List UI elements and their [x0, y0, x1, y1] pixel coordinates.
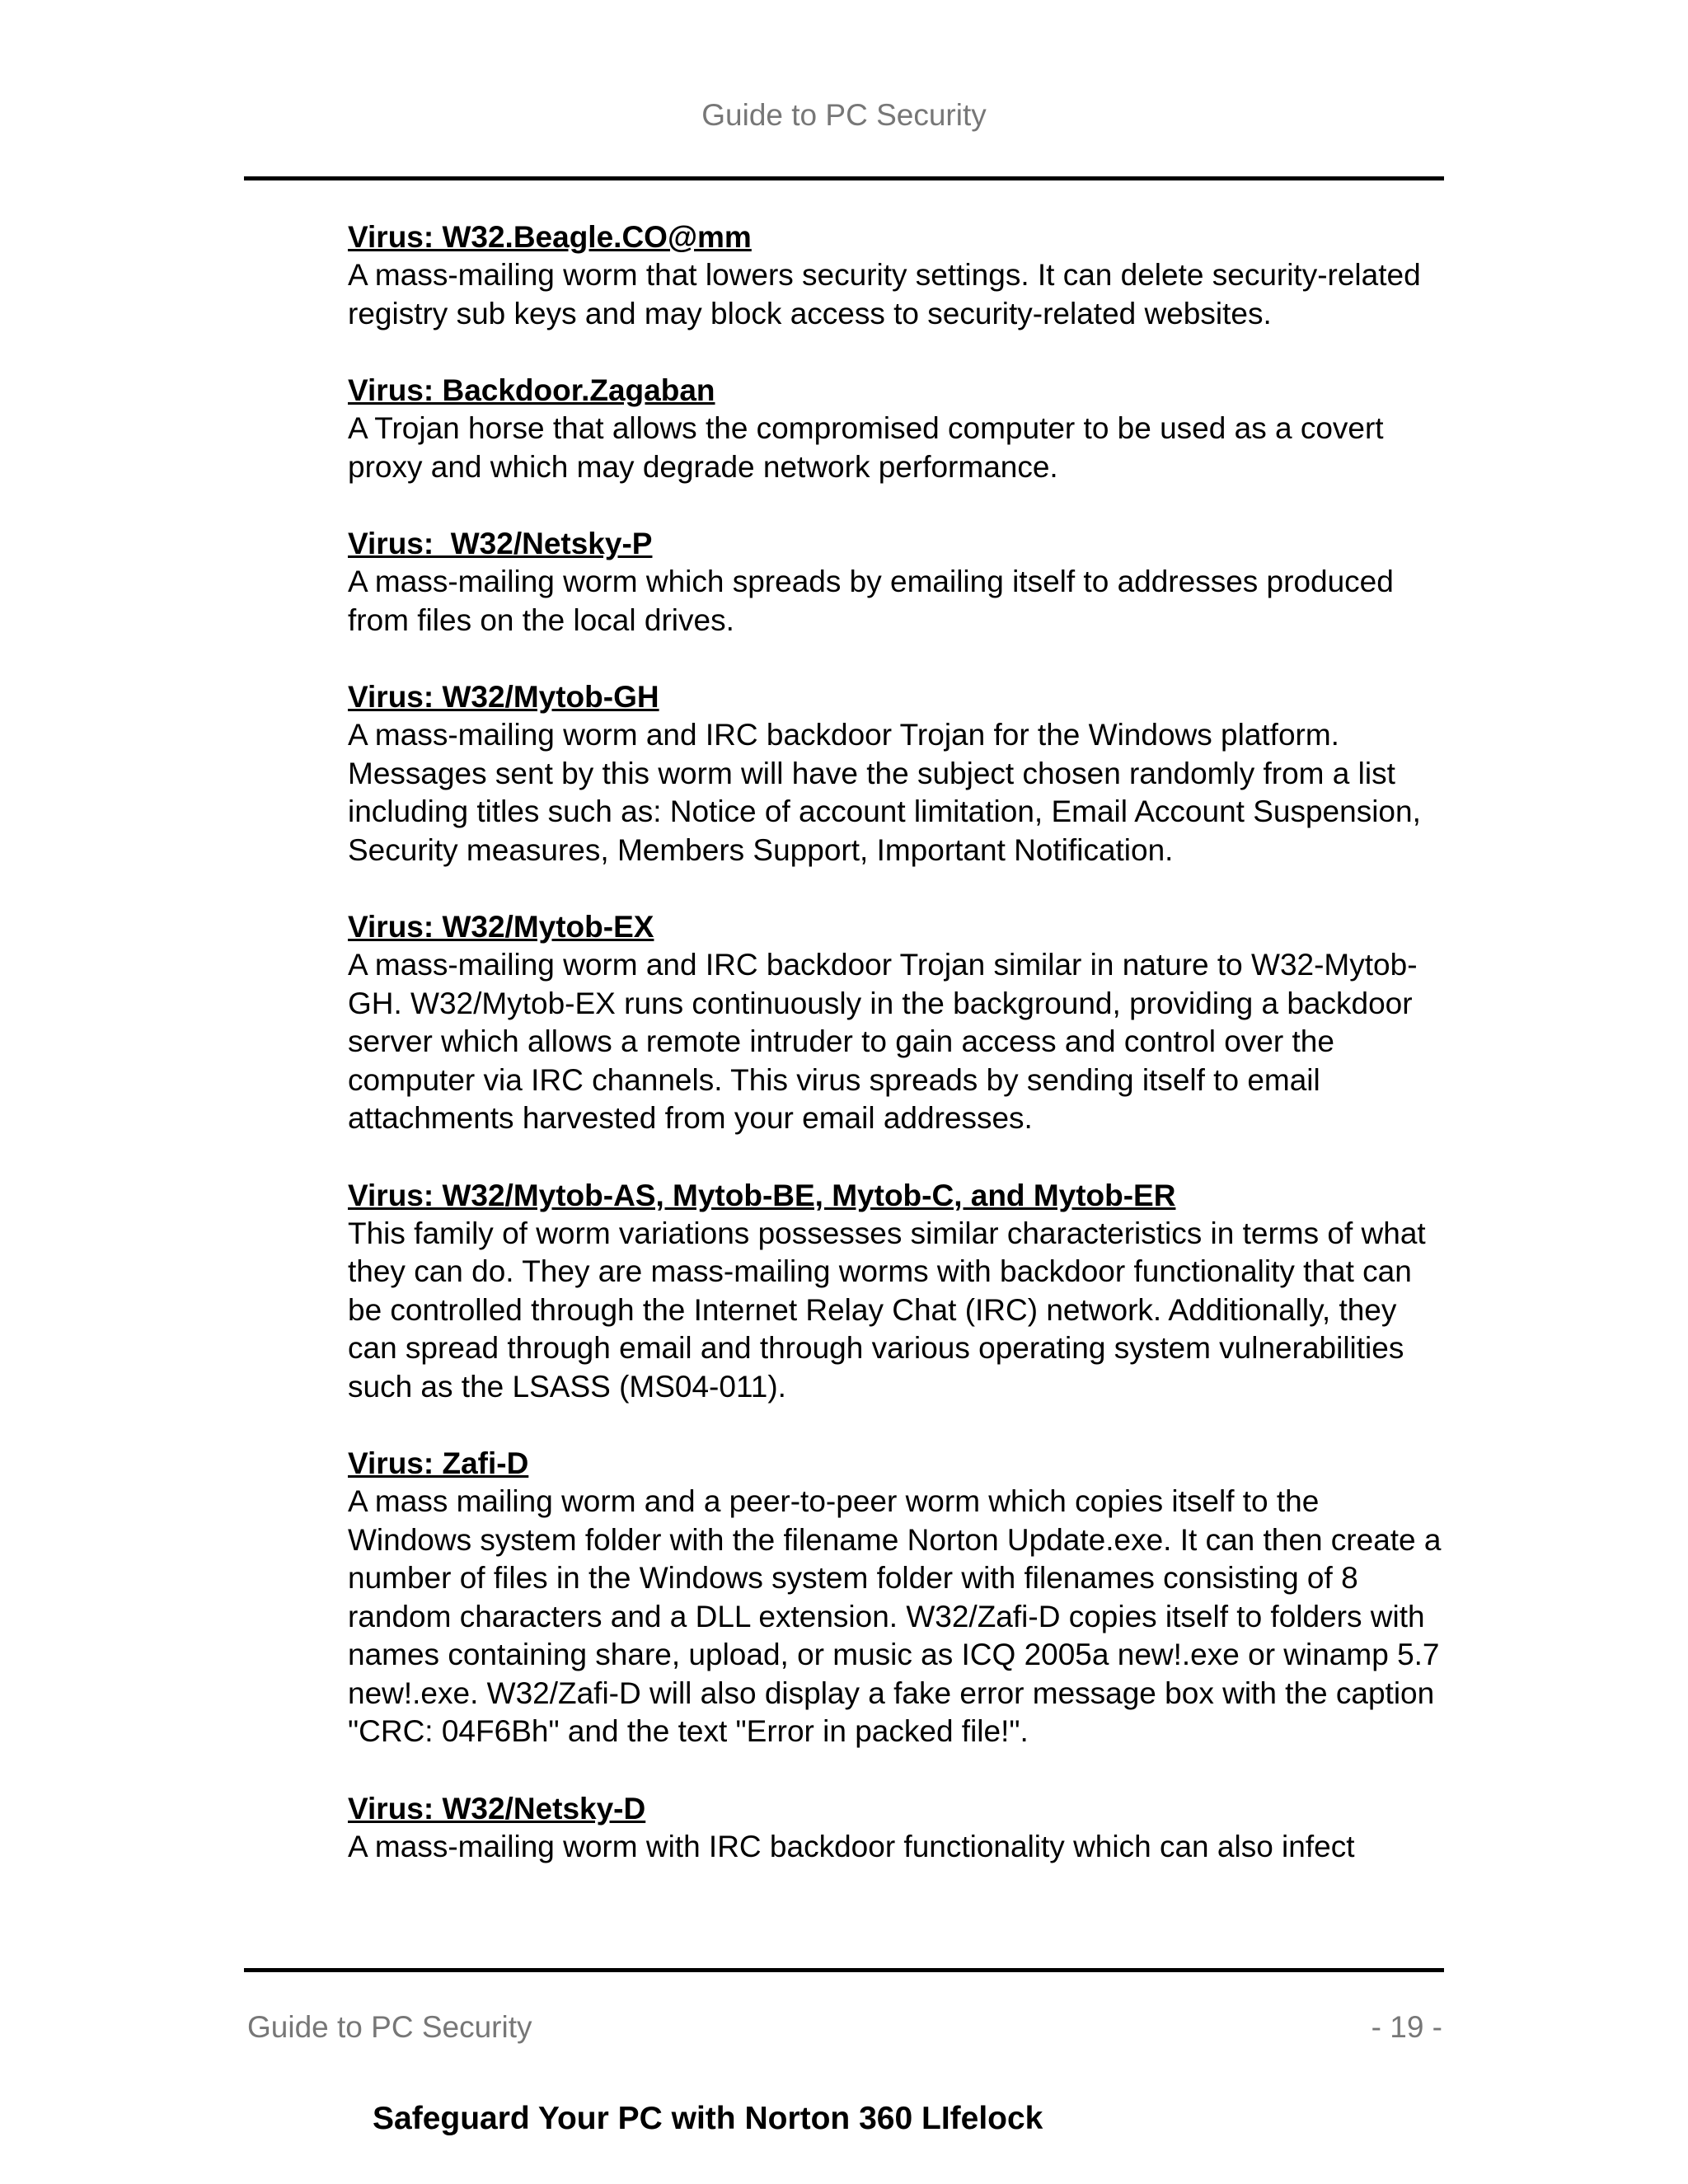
- page-number: - 19 -: [1371, 2010, 1442, 2044]
- virus-entry: [348, 1444, 1452, 1751]
- virus-entry-title: Virus: W32/Netsky-P: [348, 527, 653, 560]
- virus-entry: [348, 524, 1452, 640]
- virus-entry-title: Virus: W32/Mytob-GH: [348, 680, 659, 714]
- virus-entry-description: A mass-mailing worm which spreads by emailing itself to addresses produced from files on the local drives.: [348, 565, 1394, 637]
- virus-entry-title: Virus: W32/Mytob-AS, Mytob-BE, Mytob-C, and Mytob-ER: [348, 1178, 1176, 1212]
- virus-entry-description: A mass-mailing worm that lowers security settings. It can delete security-related registry sub keys and may block access to security-related websites.: [348, 258, 1421, 330]
- virus-entry: [348, 677, 1452, 869]
- running-footer-title: Guide to PC Security: [247, 2010, 532, 2044]
- document-body: [348, 218, 1452, 1904]
- header-rule: [244, 176, 1444, 180]
- running-header-title: Guide to PC Security: [701, 98, 987, 132]
- promo-link[interactable]: Safeguard Your PC with Norton 360 LIfelock: [373, 2101, 1043, 2136]
- virus-entry-title: Virus: W32.Beagle.CO@mm: [348, 220, 752, 254]
- virus-entry-description: This family of worm variations possesses similar characteristics in terms of what they can do. They are mass-mailing worms with backdoor functionality that can be controlled through the Internet Relay Chat (IRC) network. Additionally, they can spread through email and through various operating system vulnerabilities such as the LSASS (MS04-011).: [348, 1216, 1426, 1404]
- virus-entry: [348, 1789, 1452, 1867]
- virus-entry: [348, 907, 1452, 1138]
- virus-entry-title: Virus: Backdoor.Zagaban: [348, 373, 715, 407]
- virus-entry: [348, 1176, 1452, 1407]
- virus-entry-description: A mass-mailing worm with IRC backdoor functionality which can also infect: [348, 1829, 1355, 1863]
- virus-entry-title: Virus: Zafi-D: [348, 1446, 529, 1480]
- virus-entry-description: A mass mailing worm and a peer-to-peer worm which copies itself to the Windows system folder with the filename Norton Update.exe. It can then create a number of files in the Windows system folder with filenames consisting of 8 random characters and a DLL extension. W32/Zafi-D copies itself to folders with names containing share, upload, or music as ICQ 2005a new!.exe or winamp 5.7 new!.exe. W32/Zafi-D will also display a fake error message box with the caption "CRC: 04F6Bh" and the text "Error in packed file!".: [348, 1484, 1442, 1748]
- virus-entry-description: A mass-mailing worm and IRC backdoor Trojan similar in nature to W32-Mytob- GH. W32/Mytob-EX runs continuously in the background, providing a backdoor server which allows a remote intruder to gain access and control over the computer via IRC channels. This virus spreads by sending itself to email attachments harvested from your email addresses.: [348, 948, 1418, 1135]
- virus-entry-description: A Trojan horse that allows the compromised computer to be used as a covert proxy and which may degrade network performance.: [348, 411, 1384, 484]
- virus-entry-description: A mass-mailing worm and IRC backdoor Trojan for the Windows platform. Messages sent by this worm will have the subject chosen randomly from a list including titles such as: Notice of account limitation, Email Account Suspension, Security measures, Members Support, Important Notification.: [348, 718, 1421, 867]
- virus-entry-title: Virus: W32/Netsky-D: [348, 1791, 646, 1825]
- virus-entry: [348, 371, 1452, 486]
- virus-entry-title: Virus: W32/Mytob-EX: [348, 910, 654, 944]
- footer-rule: [244, 1968, 1444, 1972]
- virus-entry: [348, 218, 1452, 333]
